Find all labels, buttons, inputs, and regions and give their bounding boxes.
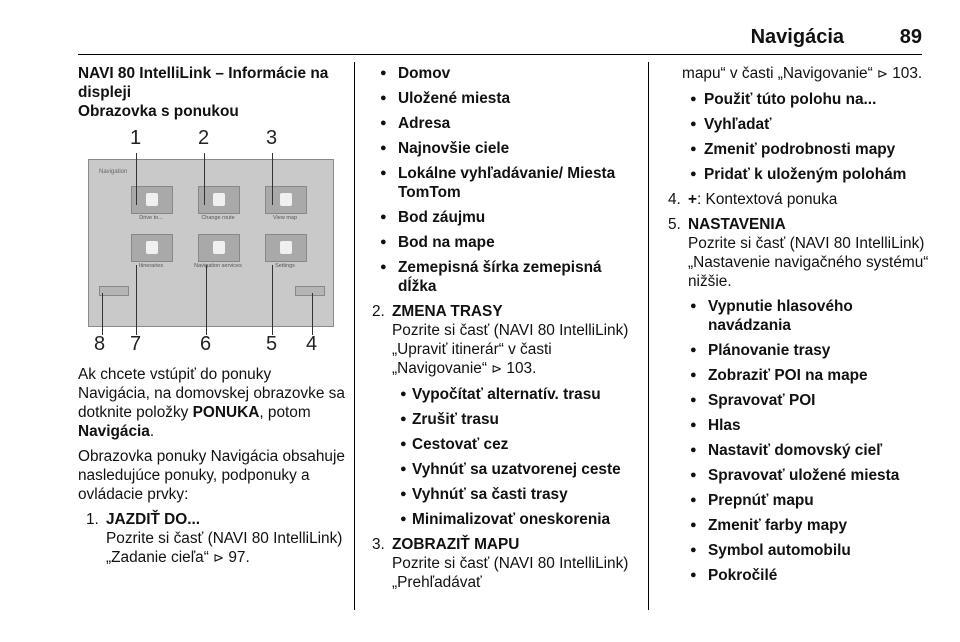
menu-screen-figure	[78, 129, 344, 359]
list-item-4: 4. +: Kontextová ponuka	[668, 191, 838, 208]
bullet-list-2	[372, 385, 640, 529]
plus-icon: +	[688, 191, 697, 208]
column-3	[668, 64, 930, 591]
callout-3: 3	[266, 127, 278, 149]
tile-change-route-label: Change route	[201, 215, 235, 221]
list-item: ● Vypnutie hlasového navádzania	[682, 297, 930, 335]
back-button	[99, 286, 129, 296]
list-item: ● Pridať k uloženým polohám	[682, 165, 930, 184]
tile-navigation-services-label: Navigation services	[194, 263, 242, 269]
list-item: ● Bod na mape	[372, 233, 640, 252]
list-item-5-text: Pozrite si časť (NAVI 80 IntelliLink) „Nastavenie navigačného systému“ nižšie.	[688, 235, 929, 290]
leader-3	[272, 153, 273, 205]
list-item: ● Použiť túto polohu na...	[682, 90, 930, 109]
column-divider-2	[648, 62, 649, 610]
list-item: ● Nastaviť domovský cieľ	[682, 441, 930, 460]
list-item: ● Uložené miesta	[372, 89, 640, 108]
settings-icon	[280, 241, 292, 254]
section-title: NAVI 80 IntelliLink – Informácie na displeji	[78, 65, 329, 101]
column-divider-1	[354, 62, 355, 610]
list-item: ● Najnovšie ciele	[372, 139, 640, 158]
list-item: ● Zmeniť farby mapy	[682, 516, 930, 535]
list-item: ● Hlas	[682, 416, 930, 435]
callout-6: 6	[200, 333, 212, 355]
list-item: ● Lokálne vyhľadávanie/ Miesta TomTom	[372, 164, 640, 202]
list-item: ● Plánovanie trasy	[682, 341, 930, 360]
page-header	[78, 24, 922, 58]
list-item-3-continued: mapu“ v časti „Navigovanie“ ⊳ 103.	[682, 65, 923, 82]
list-item: ● Vyhnúť sa časti trasy	[392, 485, 640, 504]
list-item-3: 3. ZOBRAZIŤ MAPU	[372, 536, 520, 553]
context-menu-button	[295, 286, 325, 296]
list-item: ● Prepnúť mapu	[682, 491, 930, 510]
callout-2: 2	[198, 127, 210, 149]
list-item: ● Zobraziť POI na mape	[682, 366, 930, 385]
tile-itineraries-label: Itineraries	[138, 263, 164, 269]
tile-itineraries	[131, 234, 173, 262]
list-item: ● Pokročilé	[682, 566, 930, 585]
leader-7	[136, 265, 137, 335]
leader-4	[312, 293, 313, 335]
list-item: ● Cestovať cez	[392, 435, 640, 454]
change-route-icon	[213, 193, 225, 206]
list-item: ● Bod záujmu	[372, 208, 640, 227]
section-subtitle: Obrazovka s ponukou	[78, 103, 239, 120]
column-2	[372, 64, 640, 598]
bullet-list-3	[668, 90, 930, 184]
list-item: ● Minimalizovať oneskorenia	[392, 510, 640, 529]
list-item: ● Zmeniť podrobnosti mapy	[682, 140, 930, 159]
list-item: ● Vyhľadať	[682, 115, 930, 134]
list-item: ● Adresa	[372, 114, 640, 133]
leader-8	[102, 293, 103, 335]
list-item: ● Domov	[372, 64, 640, 83]
callout-5: 5	[266, 333, 278, 355]
tile-view-map-label: View map	[272, 215, 298, 221]
bullet-list-4	[668, 297, 930, 585]
list-item-2: 2. ZMENA TRASY	[372, 303, 503, 320]
callout-8: 8	[94, 333, 106, 355]
nav-screen	[88, 159, 334, 327]
navigation-services-icon	[213, 241, 225, 254]
menu-description: Obrazovka ponuky Navigácia obsahuje nasledujúce ponuky, podponuky a ovládacie prvky:	[78, 448, 345, 503]
list-item-2-text: Pozrite si časť (NAVI 80 IntelliLink) „Upraviť itinerár“ v časti „Navigovanie“ ⊳ 103.	[392, 322, 629, 377]
column-1	[78, 64, 346, 574]
tile-drive-to-label: Drive to...	[139, 215, 163, 221]
list-item-1: 1. JAZDIŤ DO...	[86, 511, 201, 528]
tile-navigation-services	[198, 234, 240, 262]
drive-to-icon	[146, 193, 158, 206]
list-item-5: 5. NASTAVENIA	[668, 216, 786, 233]
view-map-icon	[280, 193, 292, 206]
callout-7: 7	[130, 333, 142, 355]
bullet-list-1	[372, 64, 640, 296]
list-item-3-text: Pozrite si časť (NAVI 80 IntelliLink) „Prehľadávať	[392, 555, 629, 591]
list-item: ● Spravovať POI	[682, 391, 930, 410]
screen-title: Navigation	[99, 169, 128, 175]
callout-4: 4	[306, 333, 318, 355]
tile-settings-label: Settings	[275, 263, 295, 269]
leader-1	[136, 153, 137, 205]
leader-6	[206, 265, 207, 335]
list-item: ● Vyhnúť sa uzatvorenej ceste	[392, 460, 640, 479]
leader-2	[204, 153, 205, 205]
list-item: ● Spravovať uložené miesta	[682, 466, 930, 485]
tile-drive-to	[131, 186, 173, 214]
list-item: ● Symbol automobilu	[682, 541, 930, 560]
list-item: ● Zemepisná šírka zemepisná dĺžka	[372, 258, 640, 296]
intro-paragraph: Ak chcete vstúpiť do ponuky Navigácia, na domovskej obrazovke sa dotknite položky PONUKA, potom Navigácia.	[78, 366, 345, 440]
list-item: ● Vypočítať alternatív. trasu	[392, 385, 640, 404]
list-item-1-text: Pozrite si časť (NAVI 80 IntelliLink) „Zadanie cieľa“ ⊳ 97.	[106, 530, 343, 566]
tile-settings	[265, 234, 307, 262]
callout-1: 1	[130, 127, 142, 149]
leader-5	[272, 265, 273, 335]
list-item: ● Zrušiť trasu	[392, 410, 640, 429]
itineraries-icon	[146, 241, 158, 254]
page-number: 89	[899, 26, 922, 48]
page-title: Navigácia	[750, 26, 844, 48]
header-rule	[78, 54, 922, 55]
